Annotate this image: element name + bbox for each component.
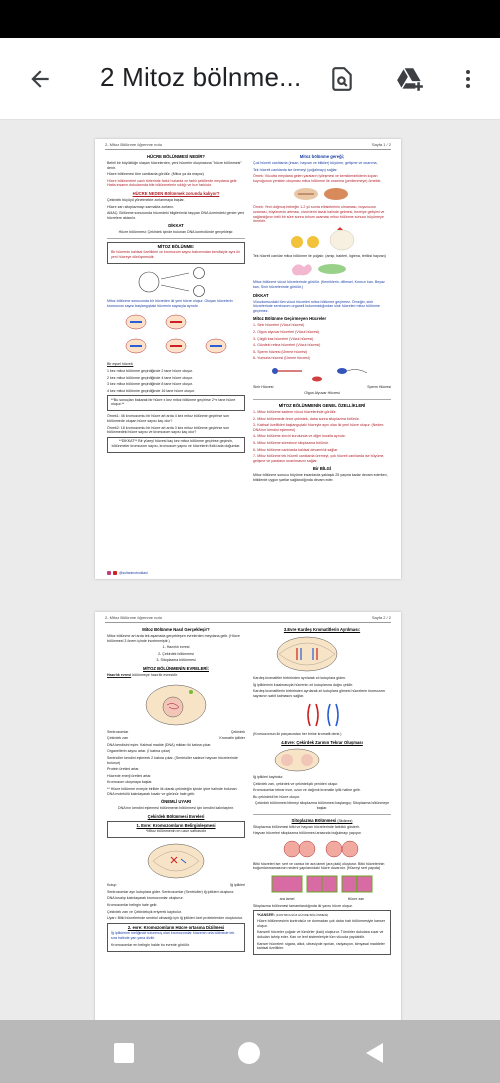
heading-important: ÖNEMLİ UYARI: [160, 799, 192, 805]
list-item: 5- Mitoz bölünme süresince sitoplazma bölünür.: [253, 441, 329, 446]
pdf-page-1[interactable]: [95, 139, 401, 579]
back-button[interactable]: [20, 59, 60, 99]
list-item: 1 kez mitoz bölünme geçirdiğinde 2 tane hücre oluşur.: [107, 368, 193, 373]
app-bar: [0, 38, 500, 120]
circle-icon: [237, 1041, 261, 1065]
text: Hücre bölünmesi tüm canlılarda görülür. (Mitoz ya da mayoz): [107, 172, 204, 177]
prophase-figure: [107, 841, 245, 881]
label-nucleus: Çekirdek: [230, 729, 245, 734]
pdf-viewer[interactable]: [0, 120, 500, 1020]
text: bölünmeye hazırlık evresidir.: [132, 672, 178, 677]
list-item: 2- Mitoz bölünmede önce çekirdek, daha sonra sitoplazma bölünür.: [253, 416, 360, 421]
page-header: [105, 142, 391, 150]
list-item: 1- Mitoz bölünme sadece vücut hücrelerinde görülür.: [253, 410, 337, 415]
text: Çekirdek bölünmesi bitmeyi sitoplazma bölünmesi başlangıç: Sitoplazma bölünmeye başlar.: [254, 801, 390, 810]
list-item: DNA kendisini eşler. Kalıtsal madde (DNA) miktarı iki katına çıkar.: [107, 742, 212, 747]
text: İğ ipliklerinin kısalmasıyla hücrenin zıt kutuplarına doğru çekilir.: [253, 682, 354, 687]
navigation-bar: [0, 1020, 500, 1083]
heading-what: HÜCRE BÖLÜNMESİ NEDİR?: [147, 154, 205, 159]
text: Hücre bölünmeleri canlı türlerinde farklı hızlarda ve farklı şekillerde meydana gelir. Hatta insanın dokularında bile bölünmelerin sıklığı ve hızı farklıdır.: [107, 178, 238, 188]
text: Kanser hücreleri: sigara, alkol, ultraviyole ışınları, radyasyon, kimyasal maddeler kalıtsal özellikler.: [257, 941, 385, 951]
page-header: [105, 615, 391, 623]
list-item: Kromozomlar belirgin hale gelir.: [107, 903, 158, 908]
heading-phases: MİTOZ BÖLÜNMENİN EVRELERİ:: [143, 665, 209, 671]
text: Bu çekirdekli bir hücre oluşur.: [253, 794, 300, 799]
page-header-title: 2- Mitoz Bölünme öğrenme notu: [105, 142, 162, 147]
division-series-figure: [107, 310, 245, 360]
list-item: 5- Sperm hücresi (Üreme hücresi): [253, 349, 308, 354]
triangle-back-icon: [363, 1041, 385, 1065]
divider: [253, 399, 391, 400]
telophase-figure: [253, 747, 391, 773]
text: Mitoz bölünme sonucu büyüme insanlarda yaklaşık 25 yaşına kadar devam ederken, bitkilerde uygun şartlar sağlandığında devam eder.: [253, 473, 388, 482]
text: Mitoz bölünme sonucunda bir hücreden iki yeni hücre oluşur. Oluşan hücrelerin kromozom sayısı başlangıçtaki hücrenin sayısıyla aynıdır.: [107, 299, 233, 308]
text: Bitki hücreleri ise: sert ve cansız bir ara lamel (ara plak) oluşturur. Bitki hücrelerinin boğumlanmamasının nedeni yapılarındaki hücre duvarıdır. (Hücreyi sert yapıda): [253, 861, 385, 871]
list-item: 7- Mitoz bölünme tek hücreli canlılarda üremeyi, çok hücreli canlılarda ise büyüme, gelişme ve yaraların onarılmasını sağlar.: [253, 454, 385, 463]
divider: [107, 238, 245, 239]
animal-cytokinesis-figure: [253, 838, 391, 860]
text: Uyarı: Bitki hücrelerinde sentriol olmadığı için iğ iplikleri özel proteinlerden oluşturulur.: [107, 916, 243, 921]
figure-labels: [253, 897, 391, 902]
heading-evre3: 3.Evre Kardeş Kromatitlerin Ayrılması:: [283, 627, 361, 632]
list-item: Protein üretimi artar.: [107, 767, 140, 772]
list-item: 3- Sitoplazma bölünmesi: [156, 658, 196, 663]
text: Vücudumuzdaki tüm vücut hücreleri mitoz bölünme geçirmez. Örneğin, sinir hücrelerinde sentrozom organeli bulunmadığından sinir hücreleri mitoz bölünme geçirmez.: [253, 299, 380, 313]
page1-right-column: [253, 151, 391, 485]
list-item: DNA kısalıp kalınlaşarak kromozomlar oluşturur.: [107, 896, 184, 901]
label-egg: Olgun Alyuvar Hücresi: [304, 391, 340, 396]
text: Örnek: Vücutta meydana gelen yaraların iyileşmesi ve kemiklerdekilerin kopan kuyruğunun yeniden oluşması mitoz bölünme ile onarıma (yenilenmeye) örnektir.: [253, 174, 382, 183]
formula-box: [107, 395, 245, 411]
heading-prep: Hazırlık evresi: [107, 672, 132, 677]
list-item: Çekirdek zarı ve Çekirdekçik eriyerek kaybolur.: [107, 909, 182, 914]
label-nerve: Sinir Hücresi: [253, 384, 274, 389]
search-document-icon: [329, 66, 355, 92]
list-item: 1- Hazırlık evresi: [162, 645, 190, 650]
plant-cytokinesis-figure: [253, 873, 391, 895]
text: Hücre bölünmesinin kontrolsüz ve durmadan çok daha hızlı bölünmesiyle kanser oluşur.: [257, 919, 386, 928]
list-item: 3- Kalıtsal özellikleri başlangıçtaki hücreyle aynı olan iki yeni hücre oluşur. (Neden: DNA'nın kendini eşlemesi): [253, 423, 385, 432]
amoeba-figure: [253, 260, 391, 278]
page-header-title: 2- Mitoz Bölünme öğrenme notu: [105, 615, 162, 620]
list-item: 2 kez mitoz bölünme geçirdiğinde 4 tane hücre oluşur.: [107, 375, 193, 380]
more-vert-icon: [456, 67, 480, 91]
text: Sitoplazma bölünmesi bitki ve hayvan hücrelerinde farklılık gösterir.: [253, 824, 360, 829]
text: Mitoz bölünme vücut hücrelerinde görülür. (Kemiklerin, dilimsel, Kırmızı kan, Beyaz kan, Sinir hücrelerinde görülür.): [253, 280, 385, 289]
text: Bir eşsel hücreli;: [107, 362, 134, 367]
list-item: 3 kez mitoz bölünme geçirdiğinde 8 tane hücre oluşur.: [107, 382, 193, 387]
arrow-left-icon: [27, 66, 53, 92]
page-footer: [107, 571, 148, 575]
text: DNA'nın kendini eşlemesi bölünmenin bölünmesi için kendini kalınlaştırır.: [118, 806, 234, 811]
document-title: 2 Mitoz bölnme...: [100, 62, 302, 92]
text: Örnek: Yeni doğmuş bebeğin 1-2 yıl sonra elbiselerinin olmaması, boyunuzun uzaması, büyümenin artması, civcivlerin tavuk halinde gelmesi, bezelye gelişimi ve sağlanlığının belli bir süre sonra tohum uzaması mitoz bölünme sonucu büyümeye örnektir.: [253, 205, 385, 224]
heading-note: DİKKAT: [253, 292, 269, 298]
figure-labels: [107, 730, 245, 735]
list-item: 2- Çekirdek bölünmesi: [158, 651, 194, 656]
heading-how: Mitoz Bölünme Nasıl Gerçekleşir?: [142, 627, 210, 632]
text: İğ ipliklerine meliğinde tutunmuş olan kromozomlar hücrenin orta bölmede tek sıra halinde yan yana dizilir.: [111, 931, 235, 940]
heading-cancer: *KANSER:: [257, 912, 275, 917]
heading-info: Bir BİLGİ: [312, 466, 332, 472]
page1-left-column: [107, 151, 245, 456]
text: (KONTROLSÜZ HÜCRE BÖLÜNMESİ): [275, 912, 329, 917]
text: Bir hücrenin kalıtsal özellikleri ve kromozom sayısı bakımından kendisiyle aynı iki yeni hücreye dönüşmesidir.: [111, 250, 240, 260]
heading-attention: DİKKAT: [168, 223, 184, 229]
search-button[interactable]: [322, 59, 362, 99]
status-bar: [0, 0, 500, 38]
heading-non-dividing-cells: Mitoz Bölünme Geçirmeyen Hücreler: [253, 316, 327, 322]
list-item: İğ iplikleri kaybolur.: [253, 774, 284, 779]
text: *Mitoz bölünmenin en uzun safhasıdır: [145, 829, 207, 834]
text: Belirli bir büyüklüğe ulaşan hücrelerden, yeni hücreler oluşmasına "hücre bölünmesi" denir.: [107, 161, 242, 170]
list-item: Sentrozomlar ayrı kutuplara gider. Sentrozomlar (Sentrioller) iğ iplikleri oluşturur.: [107, 889, 235, 894]
heading-cytokinesis: Sitoplazma Bölünmesi: [291, 817, 337, 823]
text: Hücre zarı sitoplazmayı sarmakta zorlanır.: [107, 204, 175, 209]
text: Örnek1: 46 kromozomlu bir hücre art arda 4 kez mitoz bölünme geçirirse son bölünmede oluşan hücre sayısı kaç olur?: [107, 414, 230, 424]
label-wall: Hücre zarı: [347, 896, 365, 901]
text: Kanserli hücreler çoğalır ve tümörler (katı) oluşturur. Tümörler dokulara sızar ve dokuları tahrip eder. Kan ve lenf sistemleriyle tüm vücuda yayılabilir.: [257, 930, 384, 939]
label-sperm: Sperm Hücresi: [367, 384, 391, 389]
chick-growth-figure: [253, 226, 391, 252]
label-plate: ara lamel: [279, 896, 295, 901]
text: Hücre bölünmesi; Çekirdek içinde bulunan DNA kontrolünde gerçekleşir.: [118, 230, 234, 235]
chromatid-figure: [253, 700, 391, 730]
list-item: 1- Sinir hücreleri (Vücut hücresi): [253, 323, 305, 328]
list-item: 4- Gözdeki retina hücreleri (Vücut hücresi): [253, 343, 321, 348]
list-item: Organellerin sayısı artar. (İ katına çıkar): [107, 749, 171, 754]
text: Çok hücreli canlılarda (insan, hayvan ve bitkiler) büyüme, gelişme ve onarıma,: [253, 161, 378, 165]
home-button[interactable]: [229, 1033, 269, 1073]
label-centrosome: Sentrozomlar: [107, 729, 129, 734]
list-item: 4 kez mitoz bölünme geçirdiğinde 16 tane hücre oluşur.: [107, 388, 195, 393]
heading-evre1: 1. Evre: Kromozomların Belirginleşmesi: [136, 823, 216, 829]
heading-evre2: 2. evre: Kromozomların Hücre ortasına Dizilmesi: [127, 925, 225, 931]
evre1-box: [107, 821, 245, 839]
page2-left-column: [107, 624, 245, 955]
text: **DİKKAT** Bir yüzeyi hücresi kaç kez mitoz bölünme geçirirse geçirsin, bölünmeler kromozom sayısı, kromozom yapısı ve hücrelerin fiziki ada doğumlar.: [111, 439, 241, 448]
note-box: [107, 437, 245, 453]
add-to-drive-icon: [395, 66, 425, 92]
heading-why: HÜCRE NEDEN Bölünmek zorunda kalıyor?: [132, 190, 220, 196]
list-item: 6- Mitoz bölünme canlılarda kalıtsal devamlılık sağlar.: [253, 447, 339, 452]
nav-back-button[interactable]: [354, 1033, 394, 1073]
page2-right-column: [253, 624, 391, 958]
healing-figure: [253, 185, 391, 203]
evre2-box: [107, 923, 245, 952]
text: Hayvan hücreleri sitoplazma bölünmesi arasında boğulmayı yapıyor.: [253, 831, 362, 836]
figure-labels: [107, 736, 245, 741]
heading-general: MİTOZ BÖLÜNMENİN GENEL ÖZELLİKLERİ: [278, 403, 366, 409]
footer-handle: @sultaninotnoktasi: [119, 571, 148, 575]
text: Örnek2: 18 kromozomlu bir hücre art arda 3 kez mitoz bölünme geçirirse son bölünmedeki hücre sayısı ve kromozom sayısı kaç olur?: [107, 425, 230, 435]
text: Tek hücreli canlılarda ise üremeyi (çoğalmayı) sağlar.: [253, 167, 338, 172]
add-to-drive-button[interactable]: [390, 59, 430, 99]
text: (Kromozomun iki parçasından her birine kromatit denir.): [253, 732, 342, 737]
anaphase-figure: [253, 634, 391, 674]
text: Kardeş kromatitler birbirinden ayrılarak zıt kutuplara giden.: [253, 676, 347, 680]
instagram-icon: [107, 571, 111, 575]
label-membrane: Çekirdek zarı: [107, 736, 129, 741]
interphase-cell-figure: [107, 680, 245, 728]
list-item: 2- Olgun alyuvar hücreleri (Vücut hücresi): [253, 329, 320, 334]
mitoz-definition-box: [107, 242, 245, 264]
figure-labels: [107, 883, 245, 888]
list-item: Kromozom oluşmaya başlar.: [107, 780, 153, 785]
list-item: 3- Çizgili kas hücreleri (Vücut hücresi): [253, 336, 314, 341]
heading-mitoz: MİTOZ BÖLÜNME:: [157, 244, 195, 250]
text: (Sitokinez): [337, 818, 353, 823]
pdf-page-2[interactable]: [95, 612, 401, 1020]
text: **Bu sonuçları bakarak bir hücre x kez mitoz bölünme geçirirse 2^x tane hücre oluşur.**: [111, 397, 236, 407]
page-number: Sayfa 1 / 2: [371, 142, 391, 147]
recent-apps-button[interactable]: [104, 1033, 144, 1073]
youtube-icon: [113, 571, 117, 575]
list-item: 4- Mitoz bölünme zinciri kurulunda ve diğer kuralla aynıdır.: [253, 434, 346, 439]
page-number: Sayfa 2 / 2: [371, 615, 391, 620]
square-icon: [113, 1042, 135, 1064]
text: Çekirdek büyüyü yönetmekte zorlanmaya başlar.: [107, 197, 185, 202]
list-item: Hücrede enerji üretimi artar.: [107, 773, 152, 778]
more-options-button[interactable]: [448, 59, 488, 99]
text: Kardeş kromatitlerin birbirinden ayrılarak zıt kutuplara gitmesi hücrelerin kromozom sayısının sabit kalmasını sağlar.: [253, 689, 386, 698]
heading-nuclear-division: Çekirdek Bölünmesi Evreleri: [147, 813, 205, 819]
text: ** Hücre bölünme evreyle birlikte ilk olarak çekirdeğin içinde iyice halinde bulunan DNA molekülü kalınlaşarak kısalır ve görünür hale gelir.: [107, 786, 237, 796]
label-chromatin: Kromatin iplikler: [219, 736, 245, 741]
list-item: Kromozomlar tekrar ince, uzun ve dağınık kromatin iplik haline gelir.: [253, 788, 361, 793]
text: Mitoz bölünme art arda tek aşamada gerçekleşen evrelerden meydana gelir. (Hücre bölünmesi 3 önem içinde incelenmiştir.): [107, 634, 240, 643]
text: Tek hücreli canlılar mitoz bölünme ile çoğalır. (amip, bakteri, öglena, terliksi hayvan): [253, 253, 386, 258]
list-item: 6- Yumurta hücresi (Üreme hücresi): [253, 356, 310, 361]
text: AMAÇ: Bölünme sonucunda hücredeki bilgilerimizi taşıyan DNA üzerindeki genler yeni hücrelere aktarılır.: [107, 211, 245, 220]
list-item: Çekirdek zarı, çekirdek ve çekirdekçik yeniden oluşur.: [253, 781, 339, 786]
cell-labels: [253, 385, 391, 390]
cancer-box: [253, 910, 391, 955]
text: Kromozomlar en belirgin halde bu evrede görülür.: [111, 942, 190, 947]
heading-evre4: 4.Evre: Çekirdek Zarının Tekrar Oluşması: [281, 739, 363, 745]
label-spindle: İğ iplikleri: [230, 883, 245, 888]
label-pole: Kutup: [107, 883, 117, 888]
divider: [253, 814, 391, 815]
cell-division-figure: [107, 267, 245, 297]
cell-types-figure: [253, 363, 391, 383]
heading-purpose: Mitoz bölünme gereği;: [299, 154, 345, 159]
list-item: Sentrioller kendini eşlereek 2 katına çıkar. (Sentrioller sadece hayvan hücrelerinde bulunur): [107, 755, 238, 765]
text: Sitoplazma bölünmesi tamamlandığında iki yavru hücre oluşur.: [253, 903, 353, 908]
